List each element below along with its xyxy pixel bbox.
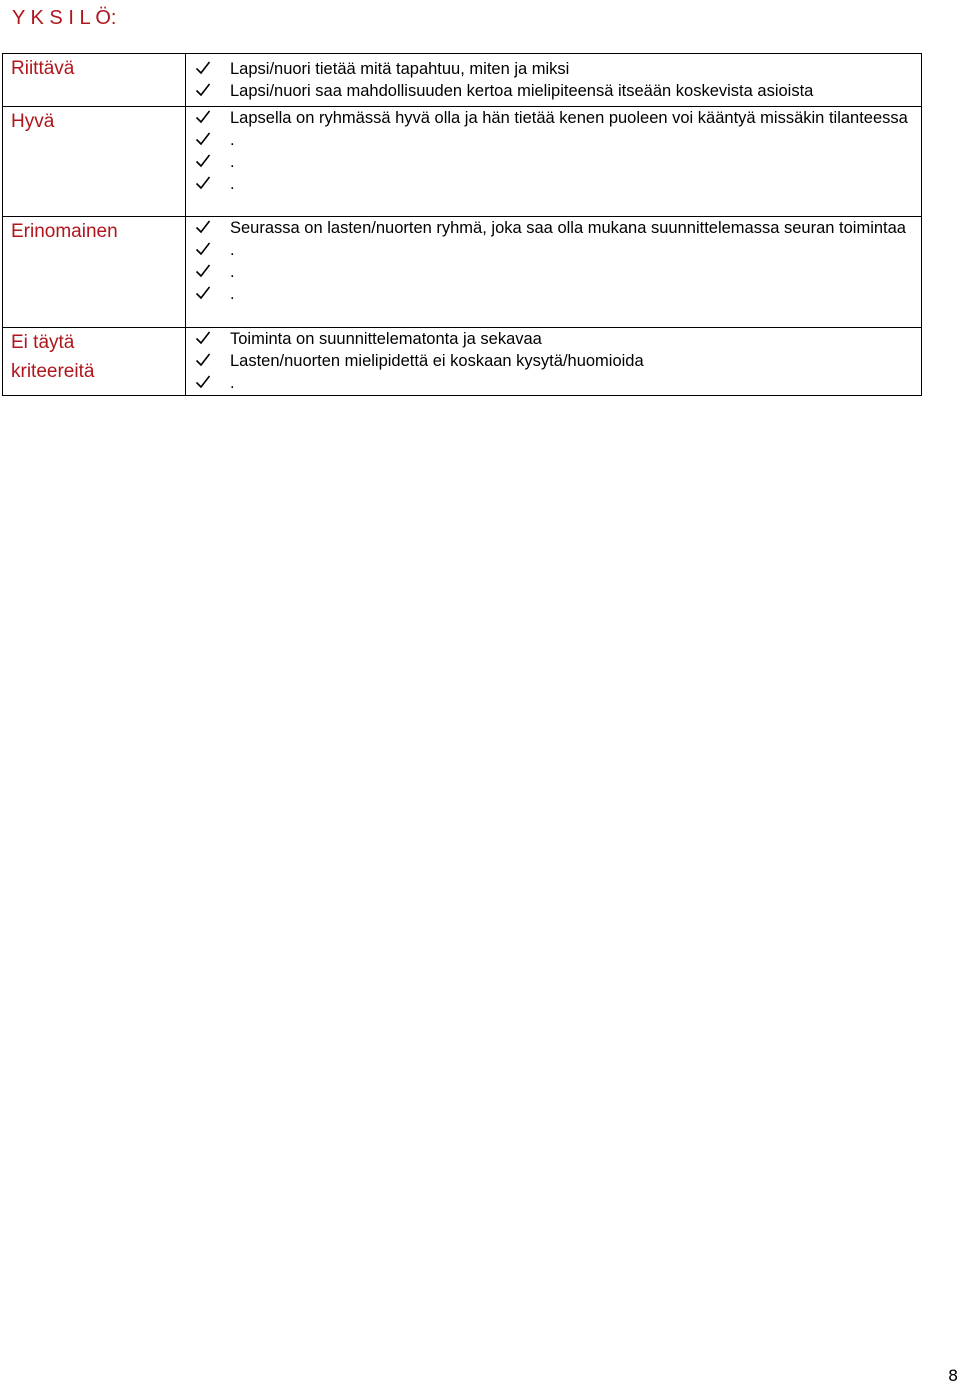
checklist-item-text: Lapsella on ryhmässä hyvä olla ja hän tietää kenen puoleen voi kääntyä missäkin tilanteessa	[230, 109, 908, 127]
checkmark-icon	[195, 131, 211, 147]
level-label-line: kriteereitä	[11, 361, 95, 382]
checklist-item-text: Seurassa on lasten/nuorten ryhmä, joka saa olla mukana suunnittelemassa seuran toimintaa	[230, 219, 906, 237]
checklist-item-text: Lapsi/nuori tietää mitä tapahtuu, miten ja miksi	[230, 60, 570, 78]
checkmark-icon	[195, 330, 211, 346]
criteria-items-cell	[186, 54, 922, 107]
page-number: 8	[948, 1366, 959, 1385]
checklist-item	[186, 239, 921, 261]
checklist-item	[186, 80, 921, 102]
criteria-row-ei-tayta	[3, 328, 922, 396]
checkmark-icon	[195, 153, 211, 169]
checklist-item	[186, 151, 921, 173]
criteria-items-cell	[186, 107, 922, 217]
checklist-item-text: Lapsi/nuori saa mahdollisuuden kertoa mielipiteensä itseään koskevista asioista	[230, 82, 814, 100]
criteria-items-cell	[186, 328, 922, 396]
criteria-level-label	[3, 54, 186, 107]
checklist-item	[186, 372, 921, 394]
checklist-item	[186, 261, 921, 283]
checkmark-icon	[195, 60, 211, 76]
checkmark-icon	[195, 285, 211, 301]
level-label-line: Hyvä	[11, 111, 55, 132]
level-label-line: Riittävä	[11, 58, 75, 79]
checklist-item-text: .	[230, 241, 235, 259]
checkmark-icon	[195, 82, 211, 98]
criteria-items-cell	[186, 217, 922, 328]
checklist	[186, 58, 921, 102]
level-label-line: Ei täytä	[11, 332, 75, 353]
checkmark-icon	[195, 352, 211, 368]
criteria-level-label	[3, 217, 186, 328]
criteria-row-hyva	[3, 107, 922, 217]
checkmark-icon	[195, 263, 211, 279]
checklist-item	[186, 283, 921, 305]
checklist-item-text: .	[230, 263, 235, 281]
checklist-item	[186, 328, 921, 350]
checkmark-icon	[195, 175, 211, 191]
checklist-item	[186, 107, 921, 129]
checkmark-icon	[195, 219, 211, 235]
checklist-item-text: Lasten/nuorten mielipidettä ei koskaan kysytä/huomioida	[230, 352, 644, 370]
criteria-row-erinomainen	[3, 217, 922, 328]
checkmark-icon	[195, 109, 211, 125]
criteria-row-riittava	[3, 54, 922, 107]
checklist	[186, 107, 921, 195]
checklist-item-text: Toiminta on suunnittelematonta ja sekavaa	[230, 330, 542, 348]
checklist-item-text: .	[230, 153, 235, 171]
criteria-level-label	[3, 107, 186, 217]
checklist-item-text: .	[230, 374, 235, 392]
level-label-line: Erinomainen	[11, 221, 118, 242]
checklist-item-text: .	[230, 131, 235, 149]
checklist	[186, 217, 921, 305]
checklist	[186, 328, 921, 394]
checkmark-icon	[195, 374, 211, 390]
checkmark-icon	[195, 241, 211, 257]
checklist-item	[186, 173, 921, 195]
checklist-item	[186, 350, 921, 372]
checklist-item	[186, 58, 921, 80]
checklist-item	[186, 129, 921, 151]
checklist-item-text: .	[230, 175, 235, 193]
criteria-level-label	[3, 328, 186, 396]
checklist-item-text: .	[230, 285, 235, 303]
page-heading: Y K S I L Ö:	[12, 7, 117, 29]
criteria-table	[2, 53, 922, 396]
checklist-item	[186, 217, 921, 239]
